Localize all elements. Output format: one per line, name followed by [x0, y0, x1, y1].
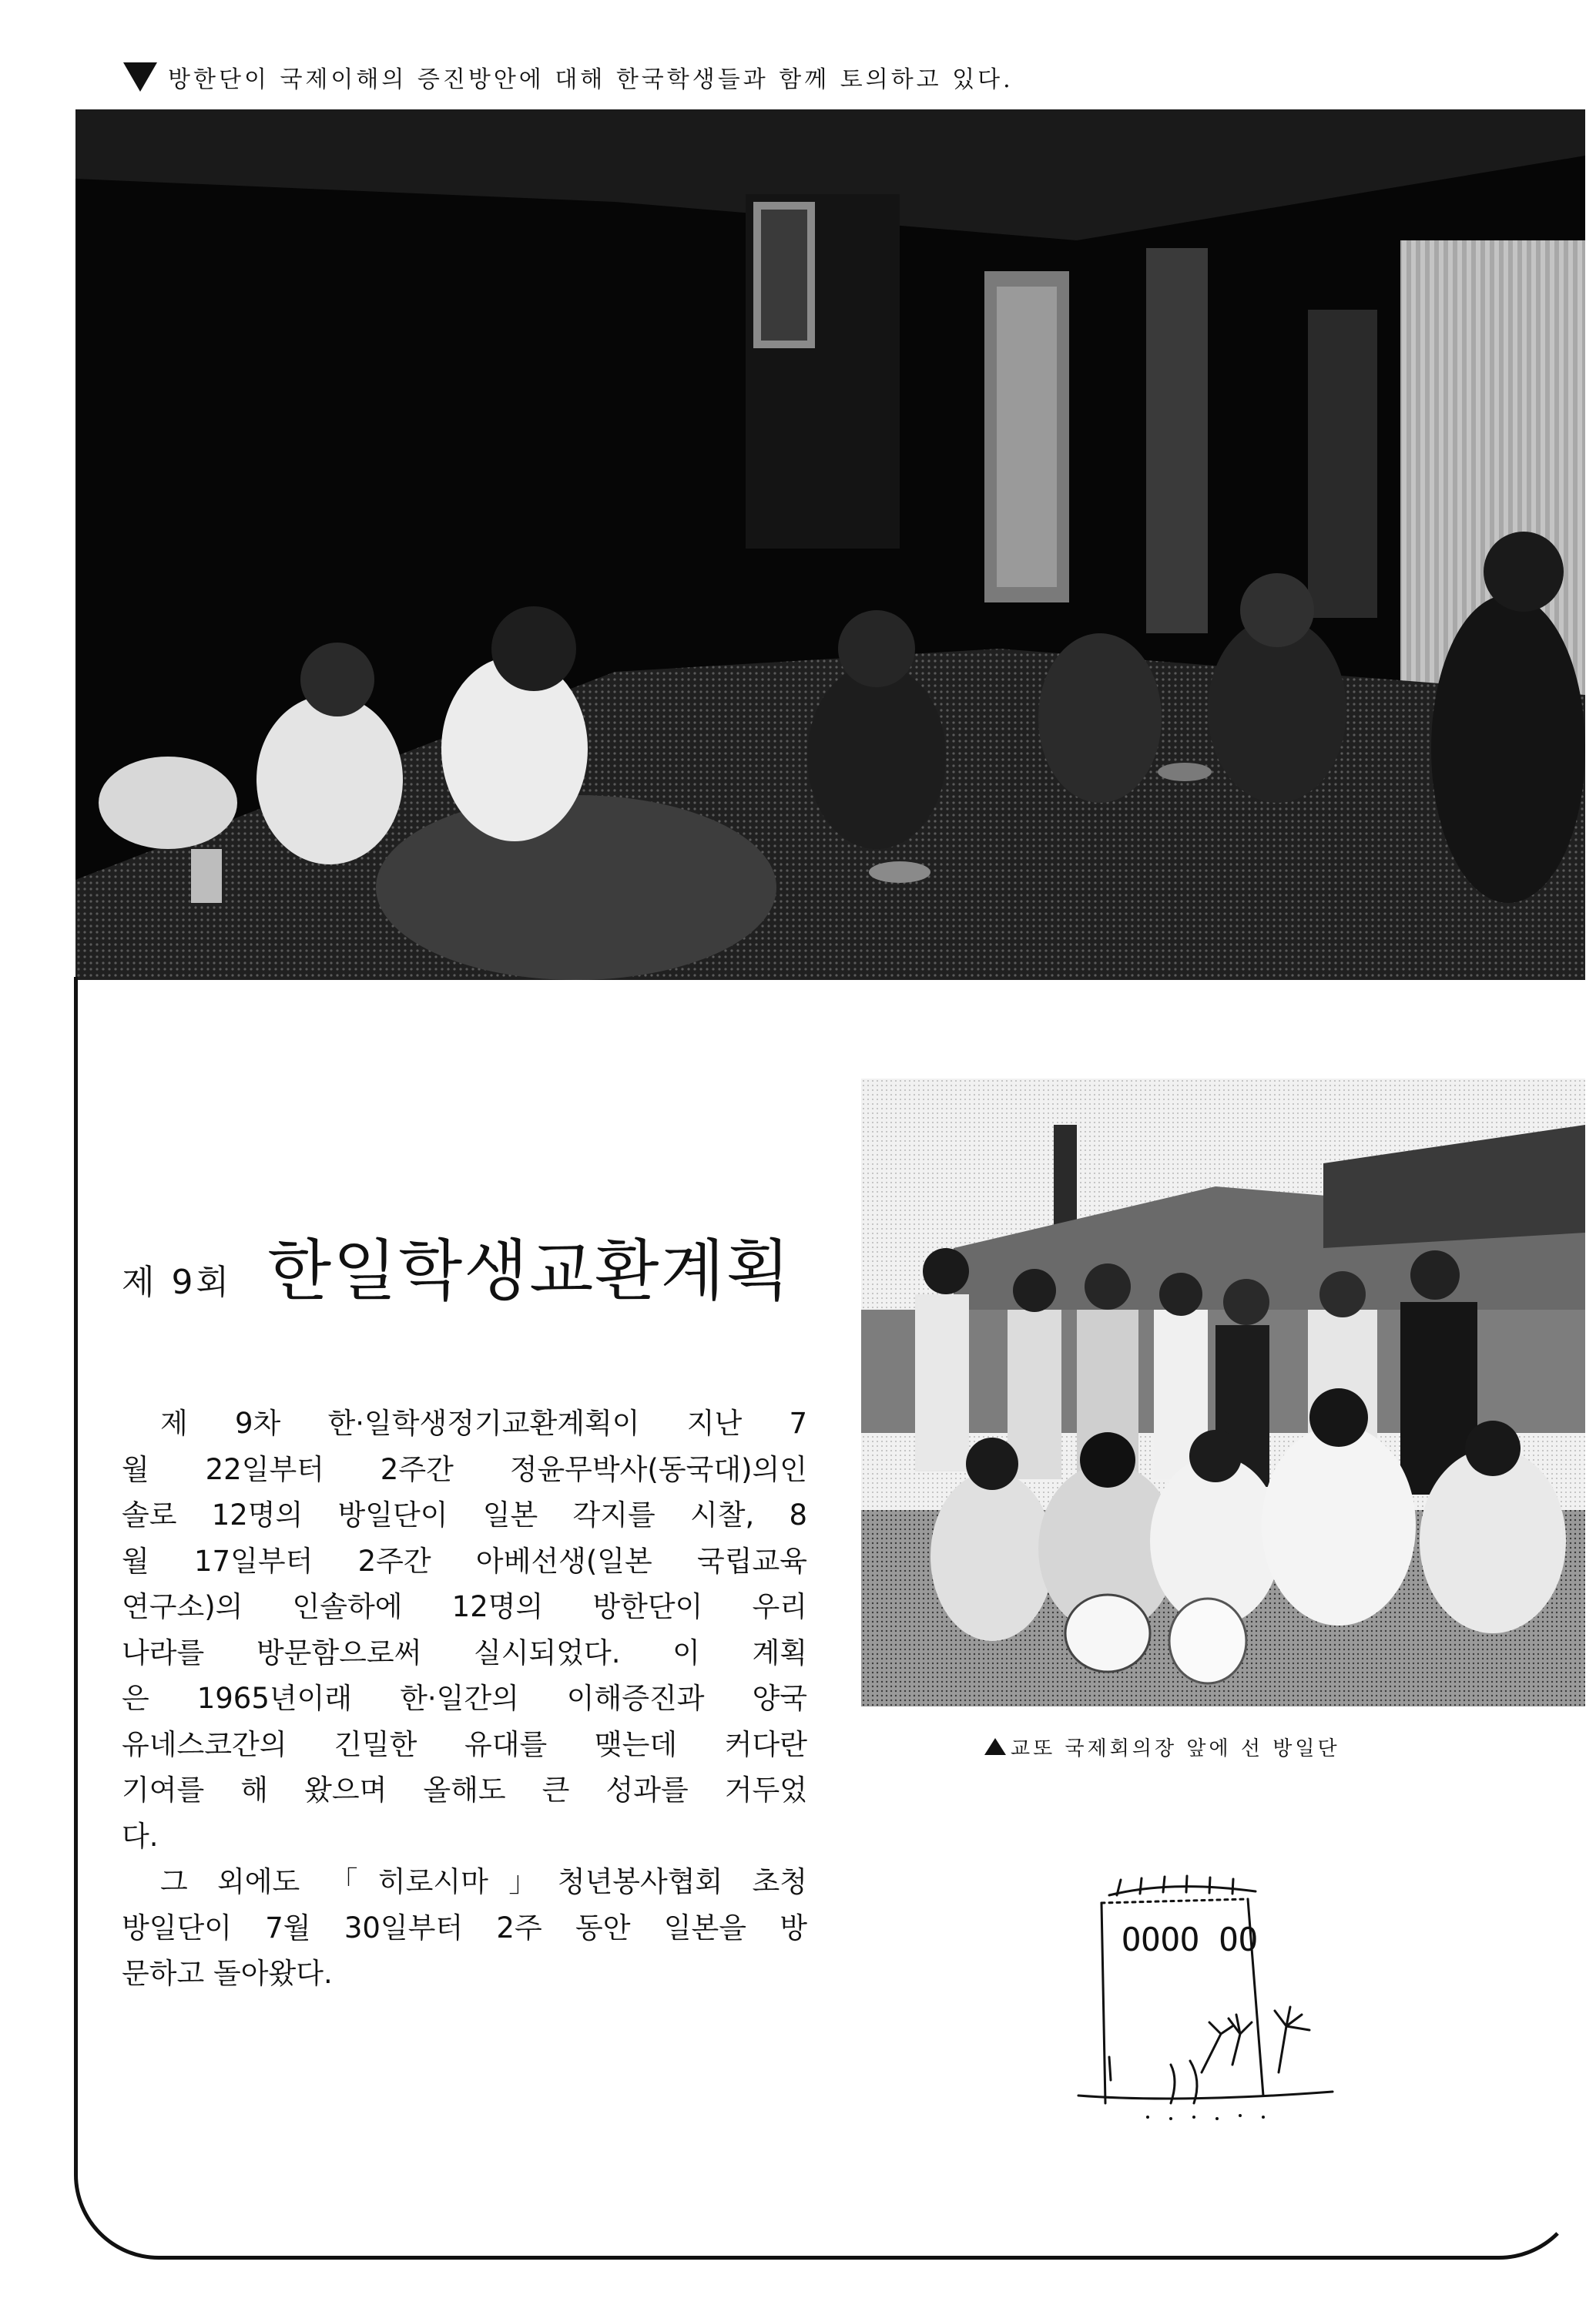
body-line: 제 9차 한·일학생정기교환계획이 지난 7 — [160, 1407, 807, 1440]
building-sketch — [1055, 1872, 1348, 2126]
body-line: 그 외에도 「히로시마」청년봉사협회 초청 — [160, 1865, 807, 1898]
body-line: 다. — [122, 1819, 159, 1853]
body-line: 솔로 12명의 방일단이 일본 각지를 시찰, 8 — [122, 1498, 807, 1532]
up-triangle-icon — [984, 1738, 1006, 1755]
body-line: 문하고 돌아왔다. — [122, 1957, 333, 1990]
top-photo-caption — [123, 54, 1433, 100]
body-line: 유네스코간의 긴밀한 유대를 맺는데 커다란 — [122, 1727, 807, 1761]
meeting-room-photo-illustration — [75, 109, 1585, 980]
group-photo — [861, 1079, 1585, 1706]
heading-number: 제 9회 — [122, 1263, 232, 1302]
group-photo-caption — [984, 1730, 1462, 1763]
body-line: 연구소)의 인솔하에 12명의 방한단이 우리 — [122, 1590, 807, 1623]
article-heading — [122, 1217, 815, 1317]
body-line: 나라를 방문함으로써 실시되었다. 이 계획 — [122, 1636, 807, 1669]
article-title: 한일학생교환계획 — [267, 1233, 792, 1310]
body-line: 은 1965년이래 한·일간의 이해증진과 양국 — [122, 1682, 807, 1715]
down-triangle-icon — [123, 62, 157, 92]
group-photo-caption-text: 교또 국제회의장 앞에 선 방일단 — [1011, 1737, 1340, 1760]
body-line: 방일단이 7월 30일부터 2주 동안 일본을 방 — [122, 1911, 807, 1945]
meeting-room-photo — [75, 109, 1585, 980]
body-line: 월 17일부터 2주간 아베선생(일본 국립교육 — [122, 1544, 807, 1578]
body-line: 기여를 해 왔으며 올해도 큰 성과를 거두었 — [122, 1773, 807, 1807]
top-caption-text: 방한단이 국제이해의 증진방안에 대해 한국학생들과 함께 토의하고 있다. — [168, 66, 1014, 93]
article-body — [122, 1401, 807, 1997]
building-sketch-illustration — [1055, 1872, 1348, 2126]
sketch-windows-text: OOOO OO — [1122, 1921, 1259, 1958]
body-line: 월 22일부터 2주간 정윤무박사(동국대)의인 — [122, 1452, 807, 1486]
group-photo-illustration — [861, 1079, 1585, 1706]
